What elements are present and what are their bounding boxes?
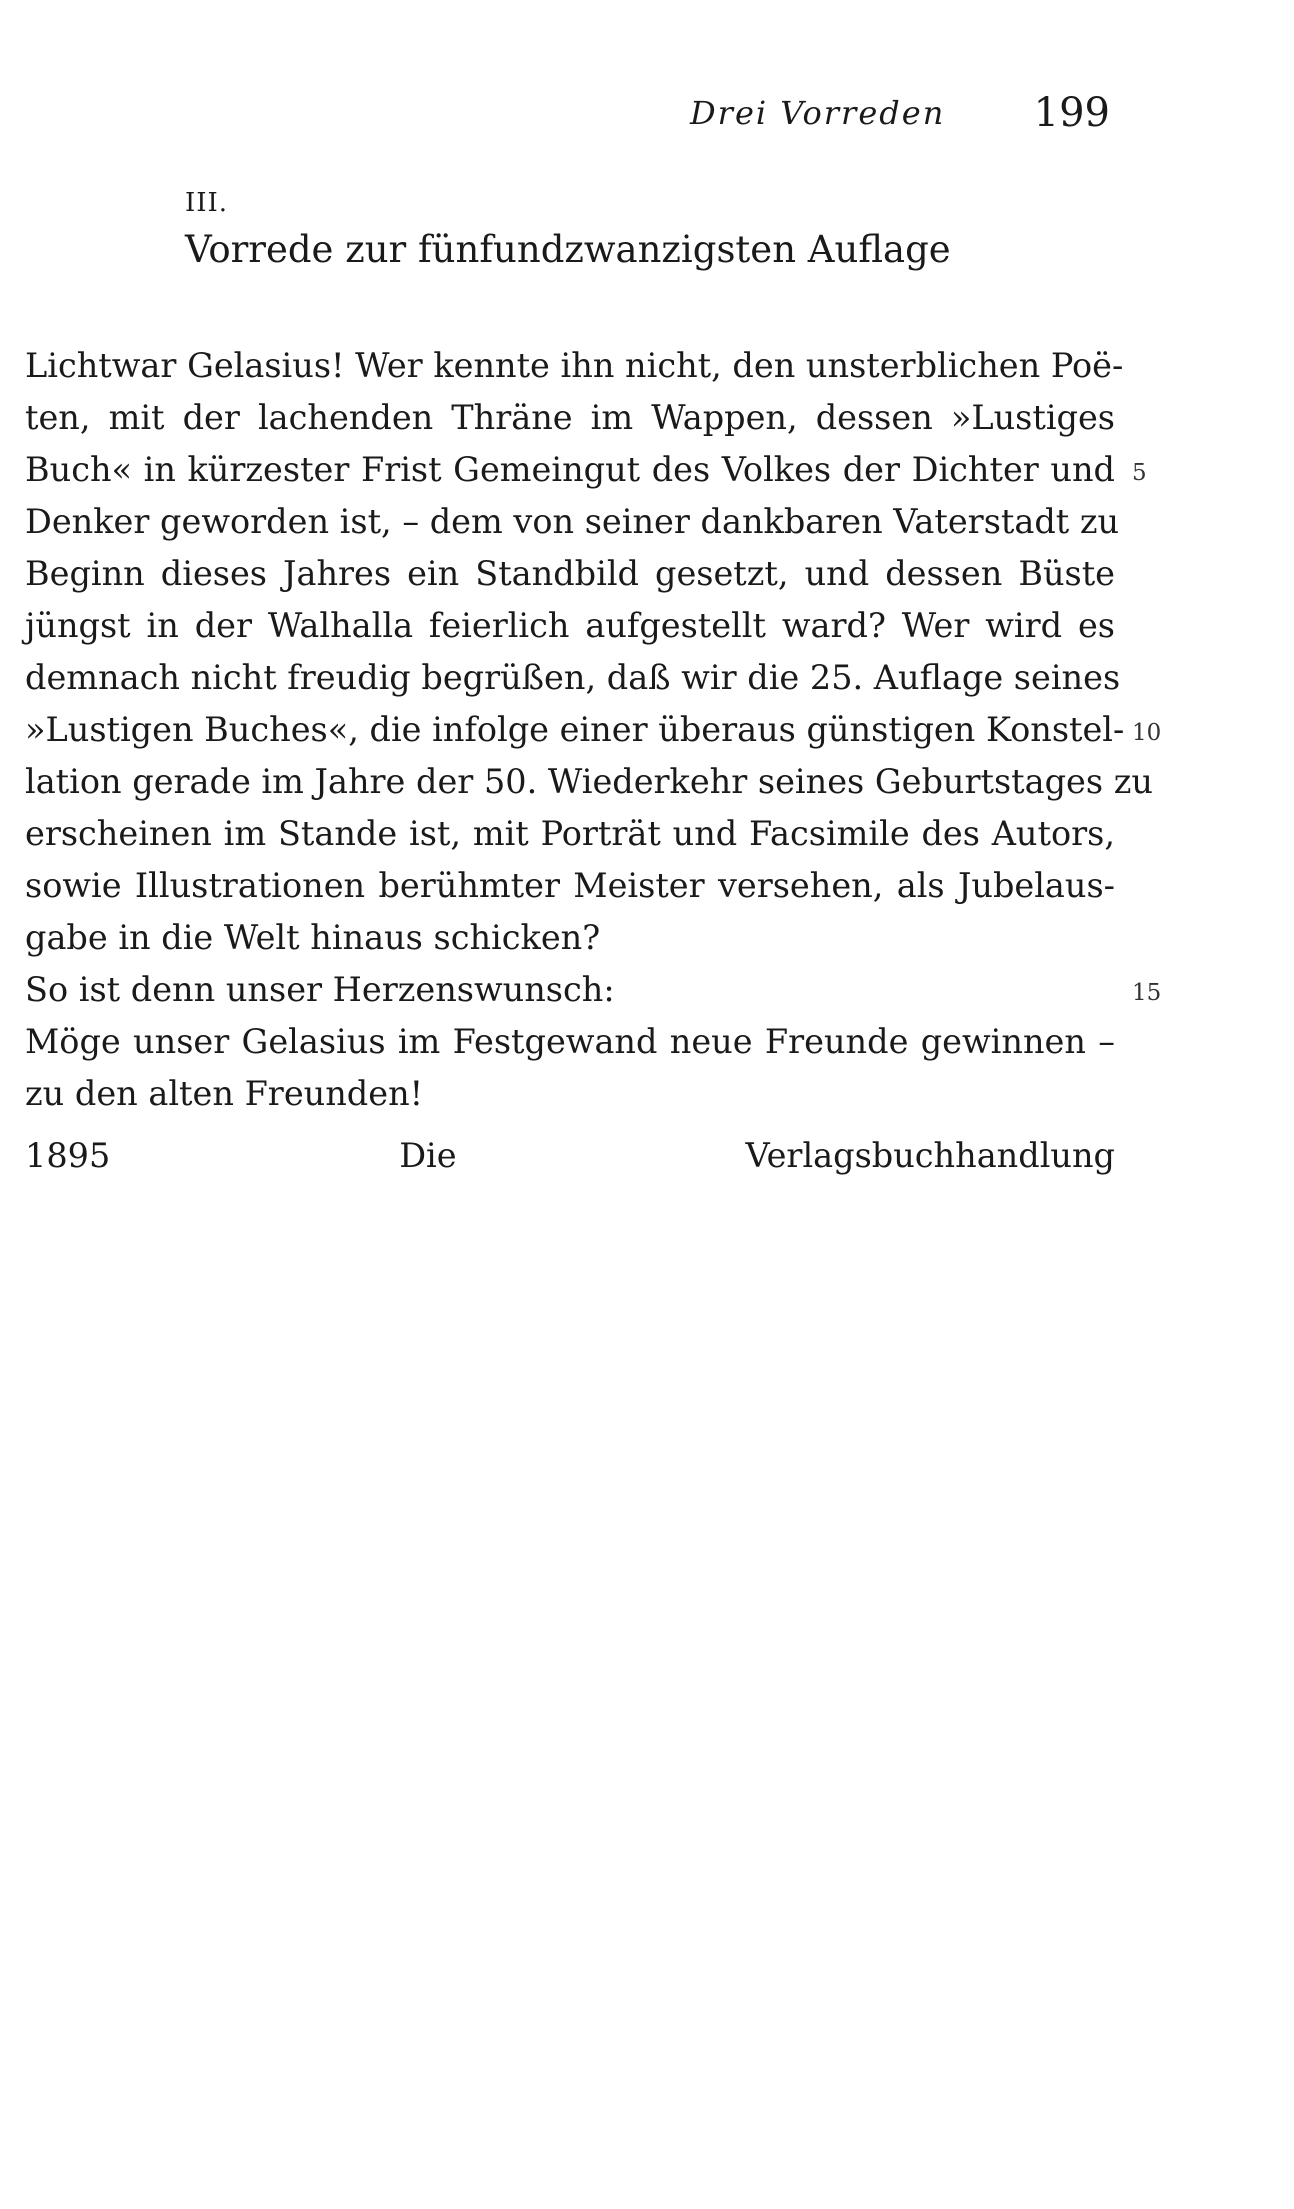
publication-year: 1895 (25, 1136, 111, 1175)
text-line: erscheinen im Stande ist, mit Porträt und Facsimile des Autors, (25, 814, 1115, 853)
text-line: jüngst in der Walhalla feierlich aufgestellt ward? Wer wird es (25, 606, 1115, 645)
text-line: lation gerade im Jahre der 50. Wiederkehr seines Geburtstages zu (25, 762, 1153, 801)
text-line: sowie Illustrationen berühmter Meister versehen, als Jubelaus- (25, 866, 1115, 905)
text-line: Lichtwar Gelasius! Wer kennte ihn nicht, den unsterblichen Poë- (25, 346, 1124, 385)
text-line: Möge unser Gelasius im Festgewand neue Freunde gewinnen – (25, 1022, 1115, 1061)
line-number: 10 (1132, 720, 1162, 746)
text-line: Denker geworden ist, – dem von seiner dankbaren Vaterstadt zu (25, 502, 1120, 541)
text-line: zu den alten Freunden! (25, 1074, 424, 1113)
text-line: demnach nicht freudig begrüßen, daß wir die 25. Auflage seines (25, 658, 1121, 697)
text-line: »Lustigen Buches«, die infolge einer überaus günstigen Konstel- (25, 710, 1125, 749)
text-line: So ist denn unser Herzenswunsch: (25, 970, 615, 1009)
text-line: Buch« in kürzester Frist Gemeingut des Volkes der Dichter und (25, 450, 1115, 489)
text-line: Beginn dieses Jahres ein Standbild gesetzt, und dessen Büste (25, 554, 1115, 593)
publisher-signature: Die Verlagsbuchhandlung (399, 1136, 1116, 1175)
running-head (690, 88, 1110, 148)
text-line: ten, mit der lachenden Thräne im Wappen, dessen »Lustiges (25, 398, 1115, 437)
line-number: 15 (1132, 980, 1162, 1006)
line-number: 5 (1132, 460, 1147, 486)
running-title: Drei Vorreden (690, 94, 946, 132)
section-title: Vorrede zur fünfundzwanzigsten Auflage (185, 228, 951, 271)
signature-line (25, 1130, 1115, 1182)
text-line: gabe in die Welt hinaus schicken? (25, 918, 601, 957)
page-number: 199 (1033, 90, 1110, 136)
section-number: III. (185, 188, 229, 218)
